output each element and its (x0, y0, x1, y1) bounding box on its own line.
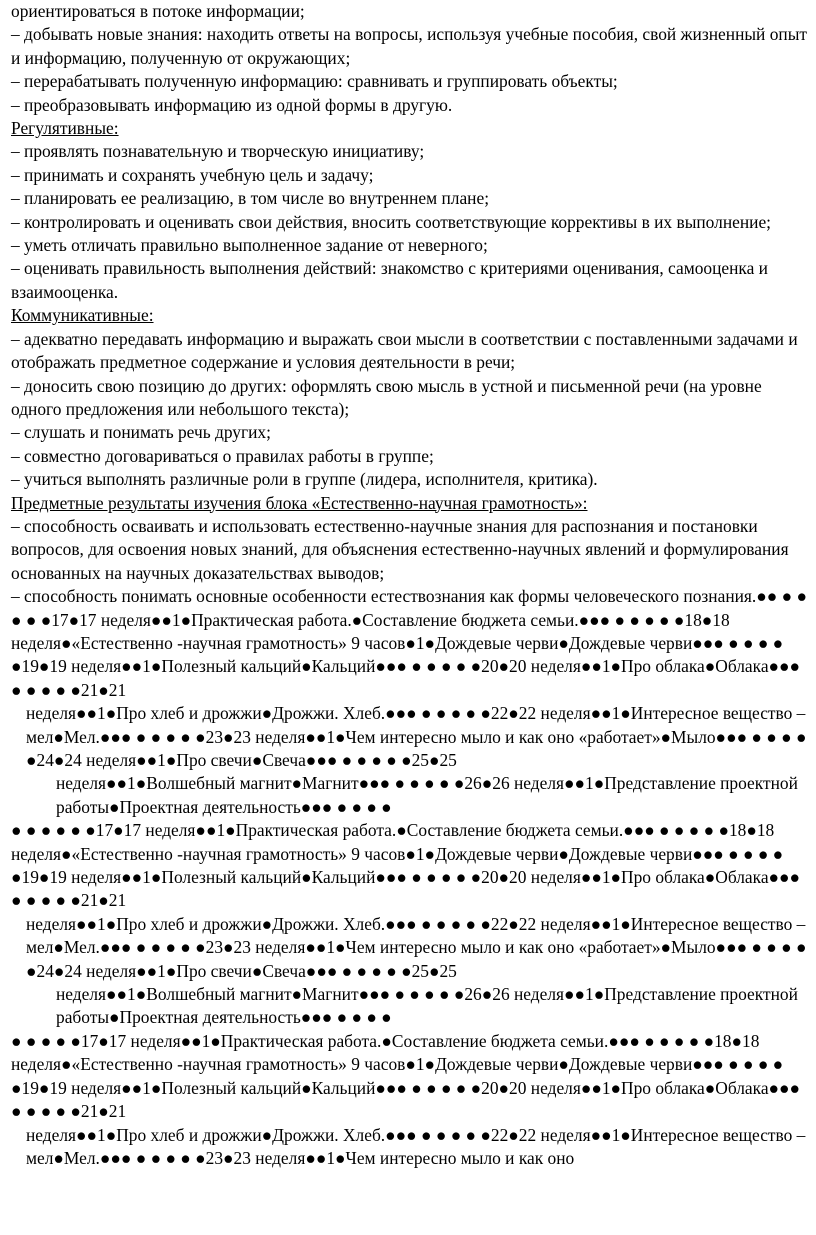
paragraph: ориентироваться в потоке информации; (11, 1, 305, 21)
paragraph: неделя●●1●Волшебный магнит●Магнит●●● ● ● ● ● ●26●26 неделя●●1●Представление проектной работы●Проектная деятельность●●● ● ● ● ● (56, 773, 798, 817)
paragraph: ● ● ● ● ●17●17 неделя●●1●Практическая работа.●Составление бюджета семьи.●●● ● ● ● ● ●18●18 неделя●«Естественно -научная грамотность» 9 часов●1●Дождевые черви●Дождевые черви●●● ● ● ● ● ●19●19 неделя●●1●Полезный кальций●Кальций●●● ● ● ● ● ●20●20 неделя●●1●Про облака●Облака●●● ● ● ● ● ●21●21 (11, 1030, 801, 1122)
paragraph: неделя●●1●Волшебный магнит●Магнит●●● ● ● ● ● ●26●26 неделя●●1●Представление проектной работы●Проектная деятельность●●● ● ● ● ● (56, 984, 798, 1028)
paragraph: – контролировать и оценивать свои действия, вносить соответствующие коррективы в их выполнение; (11, 211, 772, 232)
paragraph: – уметь отличать правильно выполненное задание от неверного; (11, 235, 488, 256)
section-heading-communicative: Коммуникативные: (11, 305, 154, 326)
paragraph: – планировать ее реализацию, в том числе во внутреннем плане; (11, 188, 490, 209)
section-heading-regulative: Регулятивные: (11, 118, 119, 139)
paragraph: – оценивать правильность выполнения действий: знакомство с критериями оценивания, самооценка и взаимооценка. (11, 258, 768, 302)
paragraph: – добывать новые знания: находить ответы на вопросы, используя учебные пособия, свой жизненный опыт и информацию, полученную от окружающих; (11, 24, 808, 68)
paragraph: ● ● ● ● ● ●17●17 неделя●●1●Практическая работа.●Составление бюджета семьи.●●● ● ● ● ● ●18●18 неделя●«Естественно -научная грамотность» 9 часов●1●Дождевые черви●Дождевые черви●●● ● ● ● ● ●19●19 неделя●●1●Полезный кальций●Кальций●●● ● ● ● ● ●20●20 неделя●●1●Про облака●Облака●●● ● ● ● ● ●21●21 (11, 820, 801, 911)
paragraph: – преобразовывать информацию из одной формы в другую. (11, 94, 453, 115)
paragraph: неделя●●1●Про хлеб и дрожжи●Дрожжи. Хлеб.●●● ● ● ● ● ●22●22 неделя●●1●Интересное вещество – мел●Мел.●●● ● ● ● ● ●23●23 неделя●●1●Чем интересно мыло и как оно (26, 1124, 806, 1168)
paragraph: – слушать и понимать речь других; (11, 422, 271, 443)
paragraph: – способность понимать основные особенности естествознания как формы человеческого познания.●● ● ● ● ● ●17●17 неделя●●1●Практическая работа.●Составление бюджета семьи.●●● ● ● ● ● ●18●18 неделя●«Естественно -научная грамотность» 9 часов●1●Дождевые черви●Дождевые черви●●● ● ● ● ● ●19●19 неделя●●1●Полезный кальций●Кальций●●● ● ● ● ● ●20●20 неделя●●1●Про облака●Облака●●● ● ● ● ● ●21●21 (11, 586, 807, 700)
paragraph: – доносить свою позицию до других: оформлять свою мысль в устной и письменной речи (на уровне одного предложения или небольшого текста); (11, 375, 762, 419)
paragraph: – учиться выполнять различные роли в группе (лидера, исполнителя, критика). (11, 469, 598, 490)
paragraph: – адекватно передавать информацию и выражать свои мысли в соответствии с поставленными задачами и отображать предметное содержание и условия деятельности в речи; (11, 328, 798, 373)
paragraph: – принимать и сохранять учебную цель и задачу; (11, 164, 374, 185)
paragraph: – проявлять познавательную и творческую инициативу; (11, 141, 425, 162)
paragraph: – совместно договариваться о правилах работы в группе; (11, 445, 434, 466)
section-heading-subject-results: Предметные результаты изучения блока «Естественно-научная грамотность»: (11, 492, 588, 513)
paragraph: – способность осваивать и использовать естественно-научные знания для распознания и постановки вопросов, для освоения новых знаний, для объяснения естественно-научных явлений и формулирования основанных на научных доказательствах выводов; (11, 515, 789, 583)
paragraph: неделя●●1●Про хлеб и дрожжи●Дрожжи. Хлеб.●●● ● ● ● ● ●22●22 неделя●●1●Интересное вещество – мел●Мел.●●● ● ● ● ● ●23●23 неделя●●1●Чем интересно мыло и как оно «работает»●Мыло●●● ● ● ● ● ●24●24 неделя●●1●Про свечи●Свеча●●● ● ● ● ● ●25●25 (26, 703, 807, 770)
paragraph: – перерабатывать полученную информацию: сравнивать и группировать объекты; (11, 71, 618, 92)
document-page (11, 0, 811, 1170)
paragraph: неделя●●1●Про хлеб и дрожжи●Дрожжи. Хлеб.●●● ● ● ● ● ●22●22 неделя●●1●Интересное вещество – мел●Мел.●●● ● ● ● ● ●23●23 неделя●●1●Чем интересно мыло и как оно «работает»●Мыло●●● ● ● ● ● ●24●24 неделя●●1●Про свечи●Свеча●●● ● ● ● ● ●25●25 (26, 913, 807, 981)
